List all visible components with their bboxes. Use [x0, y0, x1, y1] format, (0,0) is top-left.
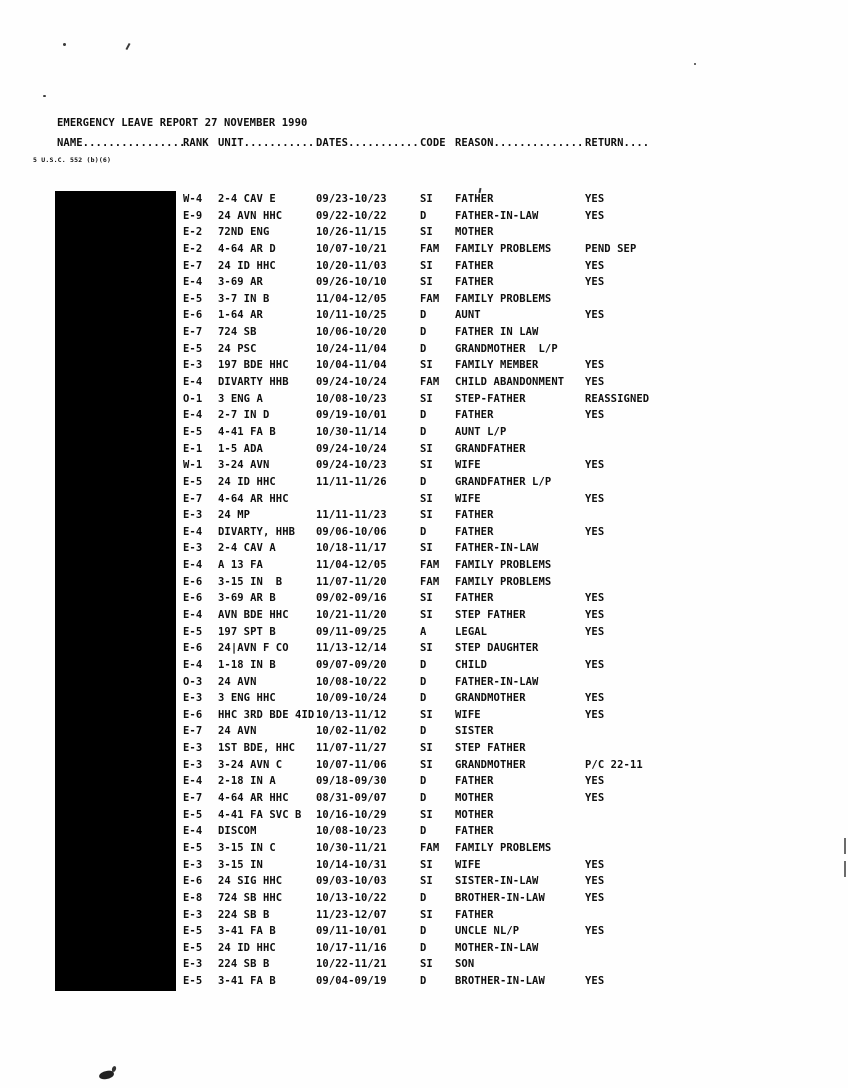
- header-cell-return: RETURN....: [585, 137, 650, 149]
- legal-note: 5 U.S.C. 552 (b)(6): [33, 156, 112, 164]
- cell-return: YES: [585, 376, 605, 389]
- cell-code: SI: [420, 875, 433, 888]
- cell-reason: AUNT: [455, 309, 481, 322]
- cell-dates: 10/07-10/21: [316, 242, 387, 255]
- cell-reason: WIFE: [455, 459, 481, 472]
- cell-rank: E-7: [183, 792, 203, 805]
- cell-unit: 3-15 IN C: [218, 841, 276, 854]
- cell-code: D: [420, 326, 427, 339]
- cell-return: YES: [585, 609, 605, 621]
- cell-return: REASSIGNED: [585, 392, 650, 405]
- cell-return: YES: [585, 259, 605, 272]
- cell-code: D: [420, 792, 427, 805]
- cell-return: YES: [585, 792, 605, 805]
- scan-speck: [43, 95, 46, 97]
- cell-unit: 24 ID HHC: [218, 259, 276, 272]
- cell-unit: 197 SPT B: [218, 625, 276, 638]
- header-cell-rank: RANK: [183, 137, 209, 149]
- cell-reason: FAMILY PROBLEMS: [455, 559, 552, 572]
- cell-dates: 10/09-10/24: [316, 692, 387, 705]
- cell-reason: MOTHER-IN-LAW: [455, 941, 539, 954]
- cell-unit: 724 SB: [218, 326, 257, 339]
- cell-unit: 24 ID HHC: [218, 941, 276, 954]
- cell-dates: 11/11-11/26: [316, 475, 387, 488]
- cell-rank: E-3: [183, 908, 203, 921]
- cell-reason: FATHER: [455, 409, 494, 422]
- column-header-row: [0, 136, 848, 152]
- cell-return: YES: [585, 975, 605, 988]
- cell-code: SI: [420, 459, 433, 472]
- cell-code: SI: [420, 359, 433, 372]
- cell-return: YES: [585, 658, 605, 671]
- cell-code: D: [420, 692, 427, 705]
- cell-rank: E-4: [183, 609, 203, 621]
- cell-rank: E-4: [183, 825, 203, 838]
- cell-dates: 09/22-10/22: [316, 209, 387, 222]
- cell-rank: E-6: [183, 708, 203, 721]
- cell-dates: 11/11-11/23: [316, 509, 387, 522]
- cell-unit: 197 BDE HHC: [218, 359, 289, 372]
- cell-dates: 09/06-10/06: [316, 525, 387, 538]
- cell-code: D: [420, 941, 427, 954]
- cell-reason: FATHER: [455, 193, 494, 205]
- cell-unit: 1-18 IN B: [218, 658, 276, 671]
- cell-reason: BROTHER-IN-LAW: [455, 891, 545, 904]
- cell-return: YES: [585, 708, 605, 721]
- cell-rank: E-6: [183, 309, 203, 322]
- cell-rank: E-9: [183, 209, 203, 222]
- cell-reason: STEP FATHER: [455, 742, 526, 755]
- cell-rank: E-3: [183, 758, 203, 771]
- cell-dates: 09/03-10/03: [316, 875, 387, 888]
- cell-code: FAM: [420, 242, 440, 255]
- cell-unit: 4-41 FA B: [218, 425, 276, 438]
- cell-reason: WIFE: [455, 492, 481, 505]
- cell-return: YES: [585, 692, 605, 705]
- cell-return: YES: [585, 492, 605, 505]
- cell-code: D: [420, 342, 427, 355]
- cell-dates: 10/04-11/04: [316, 359, 387, 372]
- cell-code: SI: [420, 592, 433, 605]
- cell-dates: 09/02-09/16: [316, 592, 387, 605]
- cell-code: SI: [420, 609, 433, 621]
- cell-unit: 2-4 CAV E: [218, 193, 276, 205]
- cell-rank: E-5: [183, 425, 203, 438]
- cell-reason: FATHER-IN-LAW: [455, 542, 539, 555]
- cell-unit: HHC 3RD BDE 4ID: [218, 708, 315, 721]
- cell-code: SI: [420, 908, 433, 921]
- cell-rank: E-7: [183, 326, 203, 339]
- cell-code: SI: [420, 392, 433, 405]
- cell-unit: 3-69 AR: [218, 276, 263, 289]
- cell-dates: 10/30-11/14: [316, 425, 387, 438]
- cell-code: D: [420, 658, 427, 671]
- cell-unit: DISCOM: [218, 825, 257, 838]
- cell-reason: FATHER: [455, 775, 494, 788]
- cell-rank: E-3: [183, 509, 203, 522]
- cell-code: SI: [420, 492, 433, 505]
- cell-unit: 72ND ENG: [218, 226, 270, 239]
- cell-code: A: [420, 625, 427, 638]
- cell-rank: E-2: [183, 242, 203, 255]
- cell-return: YES: [585, 625, 605, 638]
- cell-dates: 10/18-11/17: [316, 542, 387, 555]
- cell-dates: 10/06-10/20: [316, 326, 387, 339]
- cell-dates: 09/19-10/01: [316, 409, 387, 422]
- cell-reason: BROTHER-IN-LAW: [455, 975, 545, 988]
- cell-reason: FATHER-IN-LAW: [455, 209, 539, 222]
- cell-unit: 3-15 IN B: [218, 575, 283, 588]
- cell-dates: 09/24-10/24: [316, 376, 387, 389]
- header-cell-dates: DATES...........: [316, 137, 419, 149]
- cell-rank: E-5: [183, 475, 203, 488]
- cell-dates: 09/11-10/01: [316, 925, 387, 938]
- cell-code: SI: [420, 259, 433, 272]
- cell-reason: FATHER: [455, 509, 494, 522]
- cell-code: SI: [420, 958, 433, 971]
- cell-unit: 724 SB HHC: [218, 891, 283, 904]
- cell-rank: E-3: [183, 692, 203, 705]
- cell-return: YES: [585, 858, 605, 871]
- cell-reason: FATHER: [455, 908, 494, 921]
- cell-rank: E-4: [183, 559, 203, 572]
- cell-unit: 24 SIG HHC: [218, 875, 283, 888]
- cell-unit: AVN BDE HHC: [218, 609, 289, 621]
- cell-unit: 24 AVN: [218, 725, 257, 738]
- cell-rank: E-5: [183, 941, 203, 954]
- cell-code: FAM: [420, 292, 440, 305]
- cell-reason: FAMILY PROBLEMS: [455, 242, 552, 255]
- cell-code: FAM: [420, 376, 440, 389]
- cell-return: YES: [585, 592, 605, 605]
- cell-unit: 24 ID HHC: [218, 475, 276, 488]
- header-cell-unit: UNIT...........: [218, 137, 315, 149]
- cell-code: SI: [420, 808, 433, 821]
- cell-reason: SISTER-IN-LAW: [455, 875, 539, 888]
- cell-rank: E-6: [183, 592, 203, 605]
- cell-dates: 10/08-10/23: [316, 392, 387, 405]
- cell-reason: FATHER: [455, 525, 494, 538]
- cell-return: YES: [585, 459, 605, 472]
- cell-dates: 10/21-11/20: [316, 609, 387, 621]
- cell-unit: 4-64 AR HHC: [218, 792, 289, 805]
- cell-code: D: [420, 975, 427, 988]
- cell-dates: 11/07-11/27: [316, 742, 387, 755]
- cell-return: YES: [585, 309, 605, 322]
- cell-code: D: [420, 525, 427, 538]
- cell-code: D: [420, 725, 427, 738]
- cell-reason: FATHER IN LAW: [455, 326, 539, 339]
- cell-reason: FAMILY PROBLEMS: [455, 841, 552, 854]
- cell-code: D: [420, 425, 427, 438]
- cell-reason: MOTHER: [455, 808, 494, 821]
- cell-unit: 224 SB B: [218, 908, 270, 921]
- cell-rank: E-4: [183, 775, 203, 788]
- cell-return: YES: [585, 875, 605, 888]
- cell-rank: E-4: [183, 409, 203, 422]
- cell-unit: 24|AVN F CO: [218, 642, 289, 655]
- cell-reason: FAMILY PROBLEMS: [455, 292, 552, 305]
- cell-rank: W-4: [183, 193, 203, 205]
- cell-return: YES: [585, 925, 605, 938]
- header-cell-name: NAME................: [57, 137, 186, 149]
- cell-code: D: [420, 675, 427, 688]
- cell-rank: E-5: [183, 975, 203, 988]
- cell-code: D: [420, 825, 427, 838]
- cell-unit: 2-7 IN D: [218, 409, 270, 422]
- cell-reason: GRANDMOTHER: [455, 692, 526, 705]
- cell-dates: 09/26-10/10: [316, 276, 387, 289]
- cell-reason: GRANDFATHER: [455, 442, 526, 455]
- cell-dates: 09/24-10/24: [316, 442, 387, 455]
- cell-rank: E-4: [183, 376, 203, 389]
- cell-reason: GRANDMOTHER: [455, 758, 526, 771]
- cell-return: YES: [585, 209, 605, 222]
- cell-code: FAM: [420, 841, 440, 854]
- cell-return: YES: [585, 409, 605, 422]
- cell-reason: FAMILY MEMBER: [455, 359, 539, 372]
- cell-dates: 10/16-10/29: [316, 808, 387, 821]
- cell-return: YES: [585, 193, 605, 205]
- cell-unit: 4-41 FA SVC B: [218, 808, 302, 821]
- cell-dates: 10/24-11/04: [316, 342, 387, 355]
- cell-rank: O-1: [183, 392, 203, 405]
- cell-unit: 1-64 AR: [218, 309, 263, 322]
- cell-reason: MOTHER: [455, 226, 494, 239]
- cell-dates: 08/31-09/07: [316, 792, 387, 805]
- cell-unit: 3-7 IN B: [218, 292, 270, 305]
- cell-code: FAM: [420, 575, 440, 588]
- cell-unit: 24 AVN: [218, 675, 257, 688]
- cell-dates: 10/13-11/12: [316, 708, 387, 721]
- cell-dates: 10/13-10/22: [316, 891, 387, 904]
- cell-dates: 10/08-10/23: [316, 825, 387, 838]
- cell-rank: E-5: [183, 292, 203, 305]
- cell-reason: LEGAL: [455, 625, 488, 638]
- cell-dates: 10/02-11/02: [316, 725, 387, 738]
- cell-dates: 09/11-09/25: [316, 625, 387, 638]
- cell-dates: 09/07-09/20: [316, 658, 387, 671]
- cell-dates: 10/26-11/15: [316, 226, 387, 239]
- cell-unit: 24 AVN HHC: [218, 209, 283, 222]
- cell-code: D: [420, 209, 427, 222]
- cell-code: D: [420, 409, 427, 422]
- scan-speck: [694, 63, 696, 65]
- cell-reason: FATHER-IN-LAW: [455, 675, 539, 688]
- cell-reason: GRANDMOTHER L/P: [455, 342, 558, 355]
- cell-rank: E-5: [183, 625, 203, 638]
- cell-unit: 3-15 IN: [218, 858, 263, 871]
- cell-dates: 10/22-11/21: [316, 958, 387, 971]
- cell-rank: E-6: [183, 642, 203, 655]
- cell-unit: 2-4 CAV A: [218, 542, 276, 555]
- cell-dates: 09/18-09/30: [316, 775, 387, 788]
- cell-code: SI: [420, 542, 433, 555]
- cell-return: PEND SEP: [585, 242, 637, 255]
- cell-dates: 11/23-12/07: [316, 908, 387, 921]
- redaction-block: [55, 191, 176, 991]
- cell-dates: 11/04-12/05: [316, 559, 387, 572]
- cell-rank: E-4: [183, 525, 203, 538]
- cell-reason: FATHER: [455, 276, 494, 289]
- cell-rank: E-5: [183, 841, 203, 854]
- cell-code: SI: [420, 642, 433, 655]
- cell-reason: WIFE: [455, 708, 481, 721]
- cell-unit: 3-24 AVN: [218, 459, 270, 472]
- cell-reason: SON: [455, 958, 475, 971]
- cell-reason: CHILD ABANDONMENT: [455, 376, 565, 389]
- cell-rank: E-3: [183, 958, 203, 971]
- cell-unit: 3 ENG A: [218, 392, 263, 405]
- cell-unit: DIVARTY, HHB: [218, 525, 296, 538]
- cell-code: D: [420, 775, 427, 788]
- cell-dates: 11/13-12/14: [316, 642, 387, 655]
- cell-rank: E-1: [183, 442, 203, 455]
- cell-rank: E-8: [183, 891, 203, 904]
- cell-unit: A 13 FA: [218, 559, 263, 572]
- cell-return: YES: [585, 359, 605, 372]
- cell-rank: E-2: [183, 226, 203, 239]
- cell-code: SI: [420, 276, 433, 289]
- cell-dates: 10/30-11/21: [316, 841, 387, 854]
- cell-rank: O-3: [183, 675, 203, 688]
- cell-rank: E-4: [183, 658, 203, 671]
- cell-unit: 1-5 ADA: [218, 442, 263, 455]
- cell-code: D: [420, 475, 427, 488]
- cell-code: SI: [420, 708, 433, 721]
- cell-code: D: [420, 309, 427, 322]
- cell-return: YES: [585, 276, 605, 289]
- cell-unit: 3 ENG HHC: [218, 692, 276, 705]
- cell-rank: E-3: [183, 742, 203, 755]
- cell-code: SI: [420, 742, 433, 755]
- cell-unit: 224 SB B: [218, 958, 270, 971]
- cell-dates: 11/07-11/20: [316, 575, 387, 588]
- cell-rank: W-1: [183, 459, 203, 472]
- cell-reason: FATHER: [455, 825, 494, 838]
- cell-code: D: [420, 891, 427, 904]
- cell-return: YES: [585, 525, 605, 538]
- cell-code: SI: [420, 442, 433, 455]
- cell-rank: E-7: [183, 725, 203, 738]
- cell-unit: DIVARTY HHB: [218, 376, 289, 389]
- cell-return: YES: [585, 775, 605, 788]
- cell-reason: AUNT L/P: [455, 425, 507, 438]
- cell-unit: 4-64 AR D: [218, 242, 276, 255]
- cell-dates: 09/23-10/23: [316, 193, 387, 205]
- cell-dates: 09/24-10/23: [316, 459, 387, 472]
- cell-rank: E-5: [183, 808, 203, 821]
- cell-code: SI: [420, 509, 433, 522]
- cell-code: SI: [420, 858, 433, 871]
- header-cell-code: CODE: [420, 137, 446, 149]
- cell-dates: 10/08-10/22: [316, 675, 387, 688]
- report-title: EMERGENCY LEAVE REPORT 27 NOVEMBER 1990: [57, 117, 308, 129]
- cell-reason: SISTER: [455, 725, 494, 738]
- cell-code: SI: [420, 193, 433, 205]
- cell-code: SI: [420, 758, 433, 771]
- cell-reason: FATHER: [455, 592, 494, 605]
- cell-reason: GRANDFATHER L/P: [455, 475, 552, 488]
- cell-reason: WIFE: [455, 858, 481, 871]
- cell-unit: 3-41 FA B: [218, 975, 276, 988]
- cell-code: SI: [420, 226, 433, 239]
- cell-rank: E-3: [183, 858, 203, 871]
- cell-rank: E-5: [183, 925, 203, 938]
- cell-dates: 10/07-11/06: [316, 758, 387, 771]
- scan-speck: [63, 43, 66, 46]
- cell-unit: 3-69 AR B: [218, 592, 276, 605]
- cell-return: YES: [585, 891, 605, 904]
- cell-rank: E-6: [183, 875, 203, 888]
- cell-rank: E-3: [183, 542, 203, 555]
- cell-rank: E-7: [183, 492, 203, 505]
- cell-reason: FATHER: [455, 259, 494, 272]
- cell-reason: UNCLE NL/P: [455, 925, 520, 938]
- cell-unit: 3-41 FA B: [218, 925, 276, 938]
- scan-speck: [125, 43, 130, 50]
- cell-unit: 3-24 AVN C: [218, 758, 283, 771]
- cell-unit: 24 MP: [218, 509, 251, 522]
- cell-rank: E-3: [183, 359, 203, 372]
- cell-reason: STEP-FATHER: [455, 392, 526, 405]
- cell-reason: CHILD: [455, 658, 488, 671]
- cell-rank: E-6: [183, 575, 203, 588]
- cell-dates: 10/20-11/03: [316, 259, 387, 272]
- scan-smudge: [111, 1065, 117, 1072]
- cell-reason: STEP DAUGHTER: [455, 642, 539, 655]
- cell-reason: FAMILY PROBLEMS: [455, 575, 552, 588]
- cell-rank: E-5: [183, 342, 203, 355]
- cell-dates: 10/14-10/31: [316, 858, 387, 871]
- cell-unit: 2-18 IN A: [218, 775, 276, 788]
- header-cell-reason: REASON..............: [455, 137, 584, 149]
- cell-dates: 11/04-12/05: [316, 292, 387, 305]
- cell-code: D: [420, 925, 427, 938]
- cell-dates: 10/17-11/16: [316, 941, 387, 954]
- cell-dates: 10/11-10/25: [316, 309, 387, 322]
- cell-unit: 24 PSC: [218, 342, 257, 355]
- cell-rank: E-4: [183, 276, 203, 289]
- cell-return: P/C 22-11: [585, 758, 643, 771]
- cell-dates: 09/04-09/19: [316, 975, 387, 988]
- cell-code: FAM: [420, 559, 440, 572]
- cell-rank: E-7: [183, 259, 203, 272]
- cell-unit: 4-64 AR HHC: [218, 492, 289, 505]
- cell-reason: MOTHER: [455, 792, 494, 805]
- cell-reason: STEP FATHER: [455, 609, 526, 621]
- cell-unit: 1ST BDE, HHC: [218, 742, 296, 755]
